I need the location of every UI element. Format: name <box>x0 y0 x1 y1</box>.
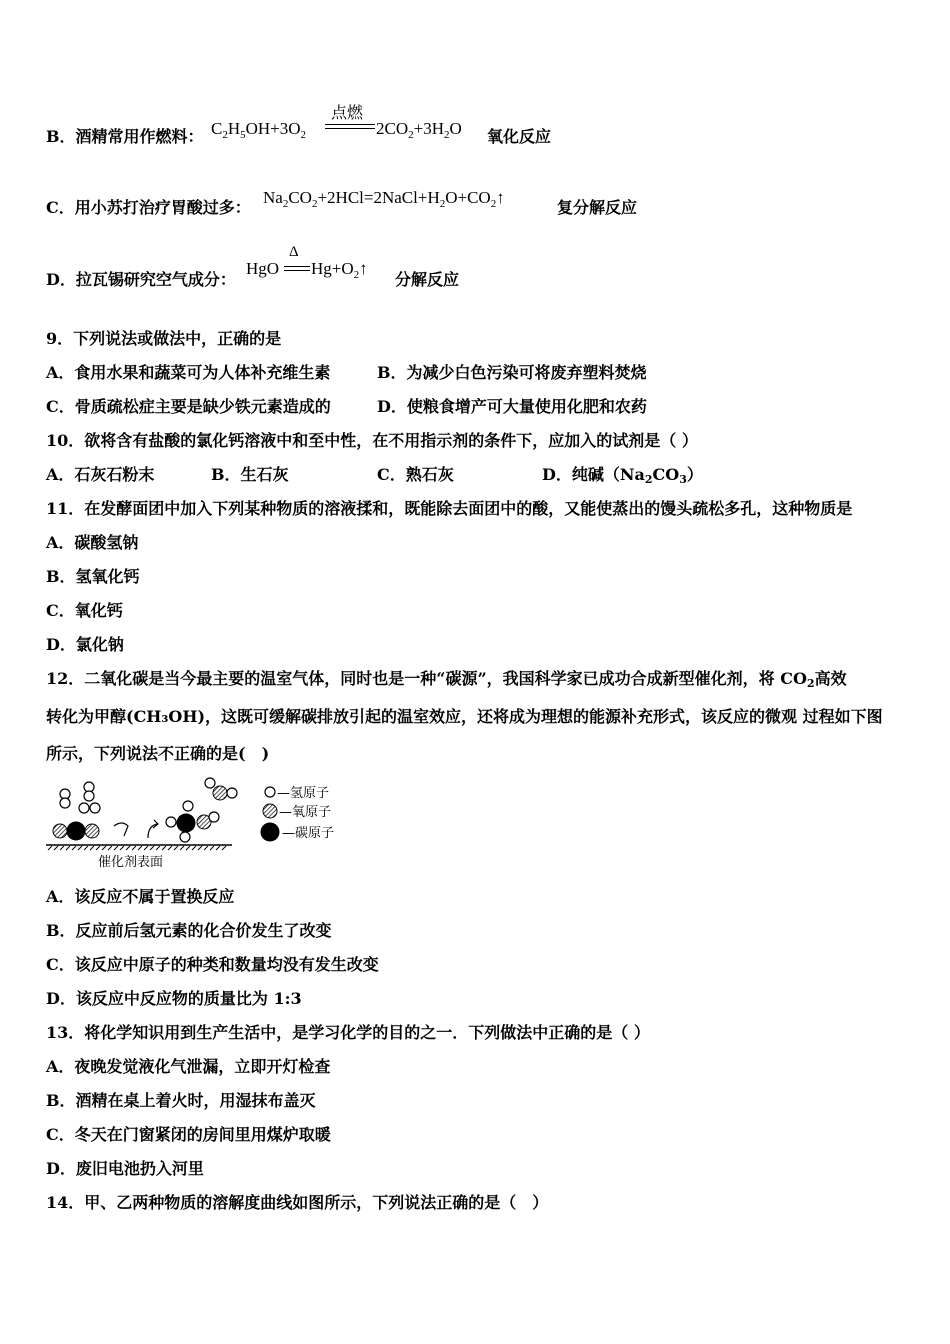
q8-b-reaction-type: 氧化反应 <box>487 127 552 146</box>
q11-option-c: C．氧化钙 <box>46 601 123 620</box>
q10-option-d: D．纯碱（Na2CO3） <box>542 465 703 486</box>
equals-bar-top <box>325 124 375 125</box>
equals-bar-bottom <box>325 128 375 129</box>
hydrogen-molecule <box>84 782 94 801</box>
q12-option-c: C．该反应中原子的种类和数量均没有发生改变 <box>46 955 379 974</box>
q8-c-prefix: C．用小苏打治疗胃酸过多： <box>46 198 251 217</box>
q13-option-b: B．酒精在桌上着火时，用湿抹布盖灭 <box>46 1091 316 1110</box>
q12-line2: 转化为甲醇(CH₃OH)，这既可缓解碳排放引起的温室效应，还将成为理想的能源补充形式，该反应的微观 过程如下图 <box>46 707 883 726</box>
legend-carbon-label: —碳原子 <box>282 826 335 841</box>
q9-option-b: B．为减少白色污染可将废弃塑料焚烧 <box>377 363 647 382</box>
equals-bar-top <box>284 266 310 267</box>
q8-d-equation-right: $Hg+O_2↑$ <box>311 259 368 281</box>
q13-option-c: C．冬天在门窗紧闭的房间里用煤炉取暖 <box>46 1125 331 1144</box>
q10-stem: 10．欲将含有盐酸的氯化钙溶液中和至中性，在不用指示剂的条件下，应加入的试剂是（ ） <box>46 431 698 450</box>
q14-stem: 14．甲、乙两种物质的溶解度曲线如图所示，下列说法正确的是（ ） <box>46 1193 549 1212</box>
q12-option-d: D．该反应中反应物的质量比为 1:3 <box>46 989 302 1008</box>
q8-d-condition: Δ <box>289 244 299 260</box>
q11-option-d: D．氯化钠 <box>46 635 124 654</box>
q8-b-equation-left: $C_2H_5OH+3O_2$ <box>211 119 307 141</box>
methanol-molecule <box>166 801 219 842</box>
q9-option-d: D．使粮食增产可大量使用化肥和农药 <box>377 397 647 416</box>
legend-hydrogen-label: —氢原子 <box>277 786 330 801</box>
q8-d-reaction-type: 分解反应 <box>395 270 460 289</box>
q12-line3: 所示，下列说法不正确的是( ) <box>46 744 270 763</box>
q13-option-d: D．废旧电池扔入河里 <box>46 1159 204 1178</box>
q9-option-c: C．骨质疏松症主要是缺少铁元素造成的 <box>46 397 331 416</box>
q8-b-equation-right: $2CO_2+3H_2O$ <box>376 119 462 141</box>
q8-option-b <box>46 126 204 148</box>
q8-b-prefix: B．酒精常用作燃料： <box>46 127 204 146</box>
q9-stem: 9．下列说法或做法中，正确的是 <box>46 329 282 348</box>
q11-stem: 11．在发酵面团中加入下列某种物质的溶液揉和，既能除去面团中的酸，又能使蒸出的馒头疏松多孔，这种物质是 <box>46 499 853 518</box>
carbon-atom-legend-icon <box>261 823 280 842</box>
q12-reaction-diagram <box>44 774 344 872</box>
q11-option-b: B．氢氧化钙 <box>46 567 140 586</box>
hydrogen-atom-legend-icon <box>265 787 275 797</box>
q12-line1: 12．二氧化碳是当今最主要的温室气体，同时也是一种“碳源”，我国科学家已成功合成新型催化剂，将 CO2高效 <box>46 669 847 690</box>
curved-arrow-icon <box>114 823 128 836</box>
hydrogen-molecule <box>60 789 70 808</box>
q8-c-equation: $Na_2CO_2+2HCl=2NaCl+H_2O+CO_2↑$ <box>263 188 505 210</box>
q10-option-b: B．生石灰 <box>211 465 289 484</box>
q8-option-c <box>46 197 251 219</box>
q13-stem: 13．将化学知识用到生产生活中，是学习化学的目的之一．下列做法中正确的是（ ） <box>46 1023 650 1042</box>
q12-option-a: A．该反应不属于置换反应 <box>46 887 235 906</box>
q13-option-a: A．夜晚发觉液化气泄漏，立即开灯检查 <box>46 1057 331 1076</box>
q10-option-a: A．石灰石粉末 <box>46 465 155 484</box>
q11-option-a: A．碳酸氢钠 <box>46 533 139 552</box>
equals-bar-bottom <box>284 270 310 271</box>
q8-option-d <box>46 269 236 291</box>
legend-oxygen-label: —氧原子 <box>279 805 332 820</box>
surface-hatching <box>48 846 226 850</box>
water-molecule <box>205 778 237 800</box>
carbon-dioxide-molecule <box>53 822 99 841</box>
q8-b-condition: 点燃 <box>331 105 364 122</box>
q12-option-b: B．反应前后氢元素的化合价发生了改变 <box>46 921 332 940</box>
q8-d-equation-left: HgO <box>246 259 280 278</box>
hydrogen-molecule <box>79 803 100 813</box>
catalyst-surface-label: 催化剂表面 <box>98 855 164 870</box>
oxygen-atom-legend-icon <box>263 804 277 818</box>
q8-c-reaction-type: 复分解反应 <box>557 198 638 217</box>
q9-option-a: A．食用水果和蔬菜可为人体补充维生素 <box>46 363 331 382</box>
q10-option-c: C．熟石灰 <box>377 465 454 484</box>
q8-d-prefix: D．拉瓦锡研究空气成分： <box>46 270 236 289</box>
